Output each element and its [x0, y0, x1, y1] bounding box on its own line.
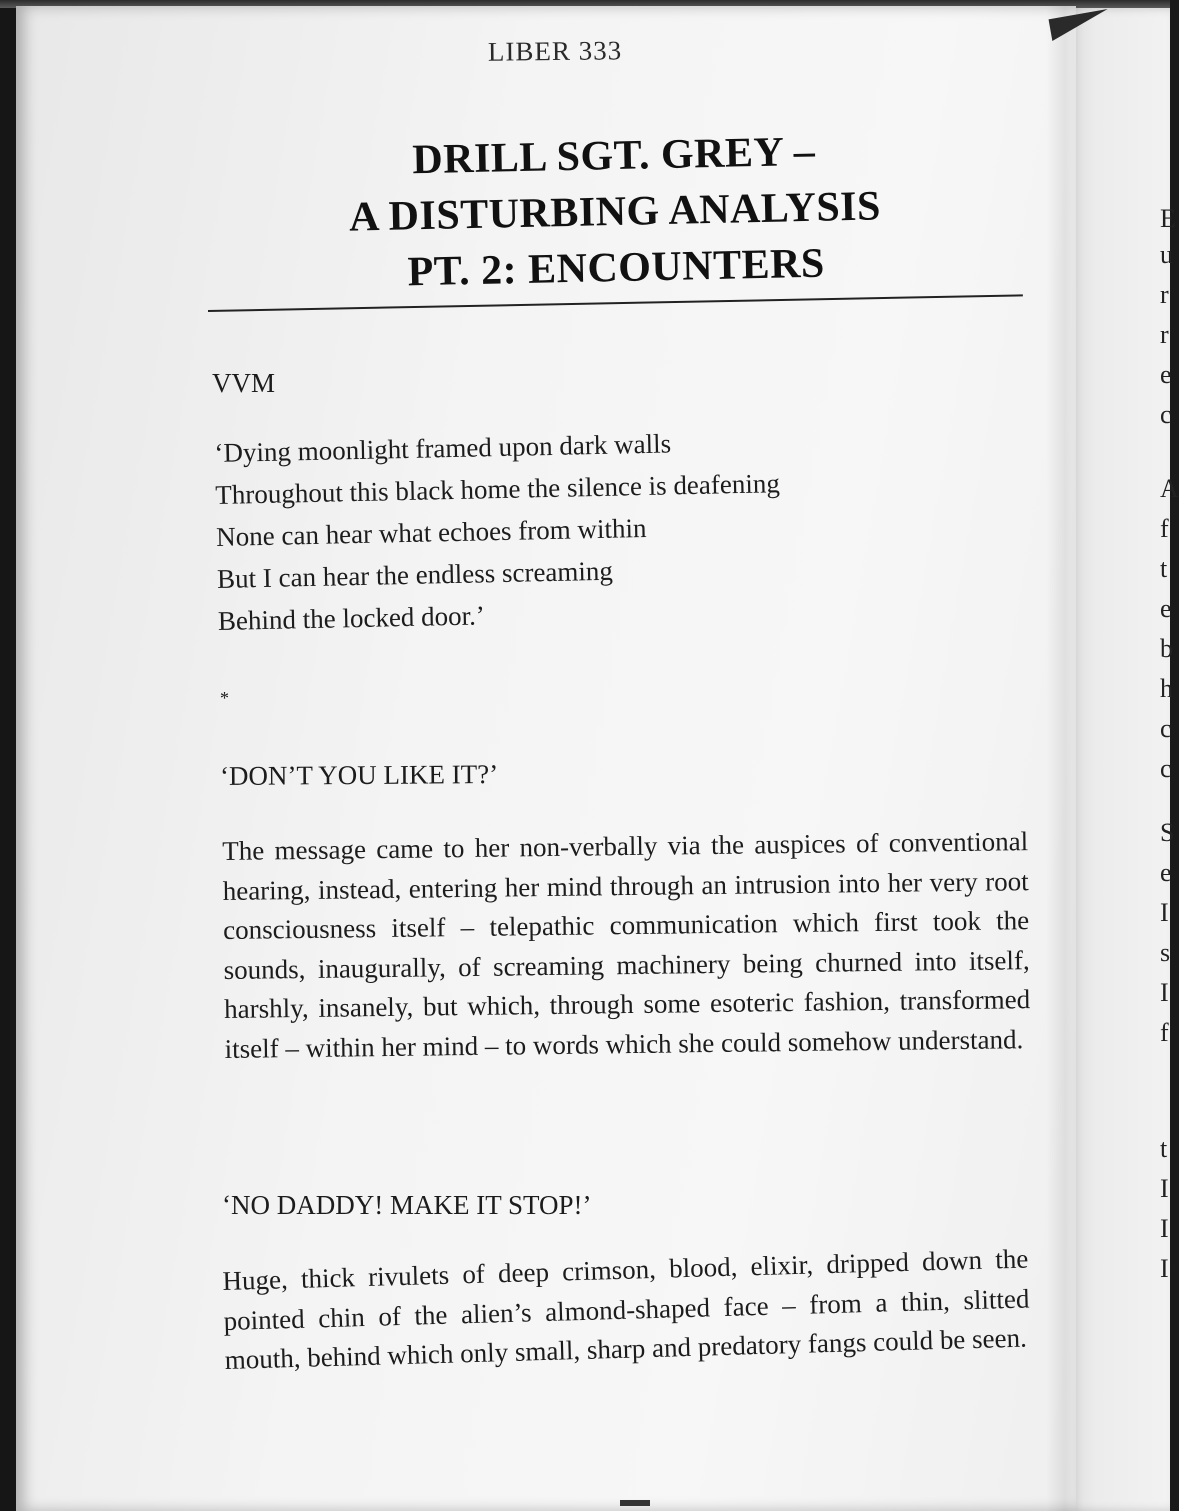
dialogue-line: ‘DON’T YOU LIKE IT?’: [219, 759, 499, 791]
author-byline: VVM: [212, 368, 276, 398]
facing-page-letter: I: [1160, 1214, 1169, 1243]
facing-page-letter: I: [1160, 1254, 1169, 1283]
page-number-fragment: [620, 1500, 650, 1506]
facing-page-letter: c: [1160, 400, 1172, 429]
facing-page-letter: S: [1160, 818, 1175, 847]
poem-line: ‘Dying moonlight framed upon dark walls: [214, 428, 672, 468]
poem-line: Behind the locked door.’: [217, 600, 486, 636]
poem-line: Throughout this black home the silence is deafening: [215, 468, 781, 510]
page-fold-shadow: [1046, 6, 1084, 1511]
facing-page-letter: r: [1160, 280, 1169, 309]
facing-page-letter: b: [1160, 634, 1173, 663]
epigraph-poem: [214, 420, 783, 642]
facing-page-letter: I: [1160, 1174, 1169, 1203]
poem-line: But I can hear the endless screaming: [216, 555, 614, 594]
chapter-title: [198, 119, 1031, 304]
facing-page-letter: s: [1160, 938, 1171, 967]
facing-page-letter: f: [1160, 514, 1169, 543]
facing-page-letter: I: [1160, 898, 1169, 927]
body-paragraph: The message came to her non-verbally via the auspices of conventional hearing, instead, entering her mind through an intrusion into her very root consciousness itself – telepathic communication which first took the sounds, inaugurally, of screaming machinery being churned into itself, harshly, insanely, but which, through some esoteric fashion, transformed itself – within her mind – to words which she could somehow understand.: [222, 826, 1031, 1064]
body-paragraph: Huge, thick rivulets of deep crimson, blood, elixir, dripped down the pointed chin of the alien’s almond-shaped face – from a thin, slitted mouth, behind which only small, sharp and predatory fangs could be seen.: [222, 1243, 1030, 1375]
facing-page-letter: e: [1160, 594, 1172, 623]
running-header: LIBER 333: [487, 35, 623, 67]
facing-page-letter: t: [1160, 554, 1168, 583]
chapter-title-line: DRILL SGT. GREY –: [411, 128, 816, 184]
facing-page-letter: A: [1160, 474, 1179, 503]
facing-page-letter: c: [1160, 754, 1172, 783]
chapter-title-line: PT. 2: ENCOUNTERS: [407, 240, 826, 296]
facing-page-letter: t: [1160, 1134, 1168, 1163]
dialogue-line: ‘NO DADDY! MAKE IT STOP!’: [222, 1190, 592, 1220]
facing-page-letter: e: [1160, 858, 1172, 887]
facing-page-letter: u: [1160, 240, 1173, 269]
facing-page-letter: r: [1160, 320, 1169, 349]
facing-page-letter: e: [1160, 360, 1172, 389]
facing-page-letter: I: [1160, 978, 1169, 1007]
facing-page-letter: E: [1160, 204, 1176, 233]
facing-page-letter: h: [1160, 674, 1173, 703]
poem-line: None can hear what echoes from within: [215, 512, 647, 552]
facing-page-letter: c: [1160, 714, 1172, 743]
chapter-title-line: A DISTURBING ANALYSIS: [348, 183, 882, 241]
facing-page-letter: f: [1160, 1018, 1169, 1047]
section-separator: *: [220, 688, 229, 708]
